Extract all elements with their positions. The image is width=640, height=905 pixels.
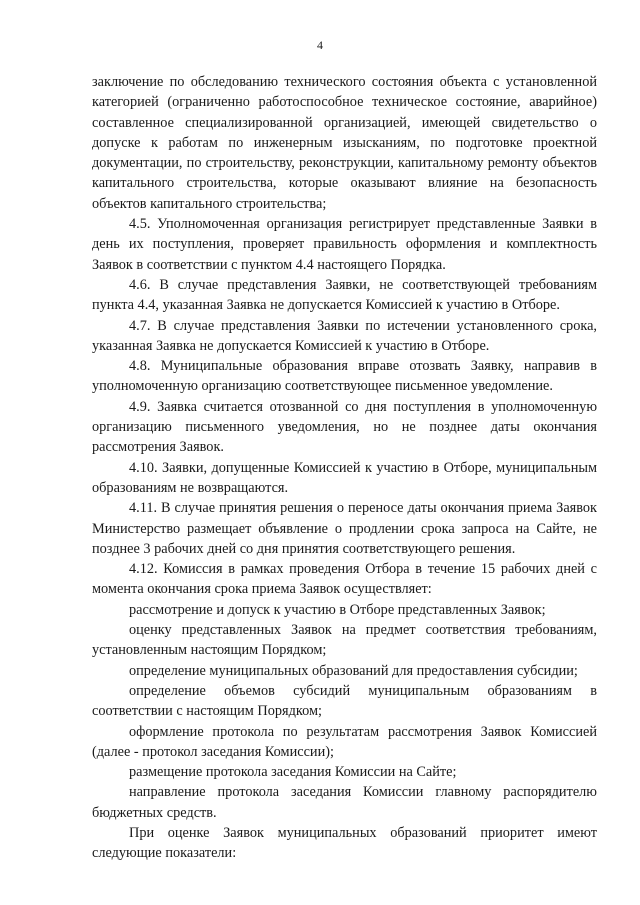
paragraph-4-12: 4.12. Комиссия в рамках проведения Отбора в течение 15 рабочих дней с момента окончания срока приема Заявок осуществляет: [92, 561, 597, 598]
list-item-protocol: оформление протокола по результатам рассмотрения Заявок Комиссией (далее - протокол заседания Комиссии); [92, 723, 597, 760]
list-item-determine-municipalities: определение муниципальных образований для предоставления субсидии; [129, 662, 578, 679]
document-body [92, 72, 597, 864]
paragraph-4-7: 4.7. В случае представления Заявки по истечении установленного срока, указанная Заявка не допускается Комиссией к участию в Отборе. [92, 317, 597, 354]
list-item-send-protocol: направление протокола заседания Комиссии главному распорядителю бюджетных средств. [92, 784, 597, 821]
list-item-review-admission: рассмотрение и допуск к участию в Отборе представленных Заявок; [129, 601, 546, 618]
paragraph-4-5: 4.5. Уполномоченная организация регистрирует представленные Заявки в день их поступления, проверяет правильность оформления и комплектность Заявок в соответствии с пунктом 4.4 настоящего Порядка. [92, 216, 597, 273]
paragraph-4-8: 4.8. Муниципальные образования вправе отозвать Заявку, направив в уполномоченную организацию соответствующее письменное уведомление. [92, 358, 597, 395]
page-number: 4 [317, 38, 323, 52]
paragraph-continuation: заключение по обследованию технического состояния объекта с установленной категорией (ограниченно работоспособное техническое состояние, аварийное) составленное специализированной организацией, имеющей свидетельство о допуске к работам по инженерным изысканиям, по подготовке проектной документации, по строительству, реконструкции, капитальному ремонту объектов капитального строительства, которые оказывают влияние на безопасность объектов капитального строительства; [92, 74, 597, 212]
paragraph-4-6: 4.6. В случае представления Заявки, не соответствующей требованиям пункта 4.4, указанная Заявка не допускается Комиссией к участию в Отборе. [92, 276, 597, 314]
list-item-evaluation: оценку представленных Заявок на предмет соответствия требованиям, установленным настоящим Порядком; [92, 622, 597, 659]
paragraph-4-11: 4.11. В случае принятия решения о переносе даты окончания приема Заявок Министерство размещает объявление о продлении срока запроса на Сайте, не позднее 3 рабочих дней со дня принятия соответствующего решения. [92, 500, 597, 557]
paragraph-4-9: 4.9. Заявка считается отозванной со дня поступления в уполномоченную организацию письменного уведомления, но не позднее даты окончания рассмотрения Заявок. [92, 398, 597, 456]
list-item-determine-amounts: определение объемов субсидий муниципальным образованиям в соответствии с настоящим Порядком; [92, 682, 597, 720]
paragraph-4-10: 4.10. Заявки, допущенные Комиссией к участию в Отборе, муниципальным образованиям не возвращаются. [92, 459, 597, 496]
paragraph-priority-indicators: При оценке Заявок муниципальных образований приоритет имеют следующие показатели: [92, 824, 597, 862]
list-item-publish-protocol: размещение протокола заседания Комиссии на Сайте; [129, 764, 457, 781]
